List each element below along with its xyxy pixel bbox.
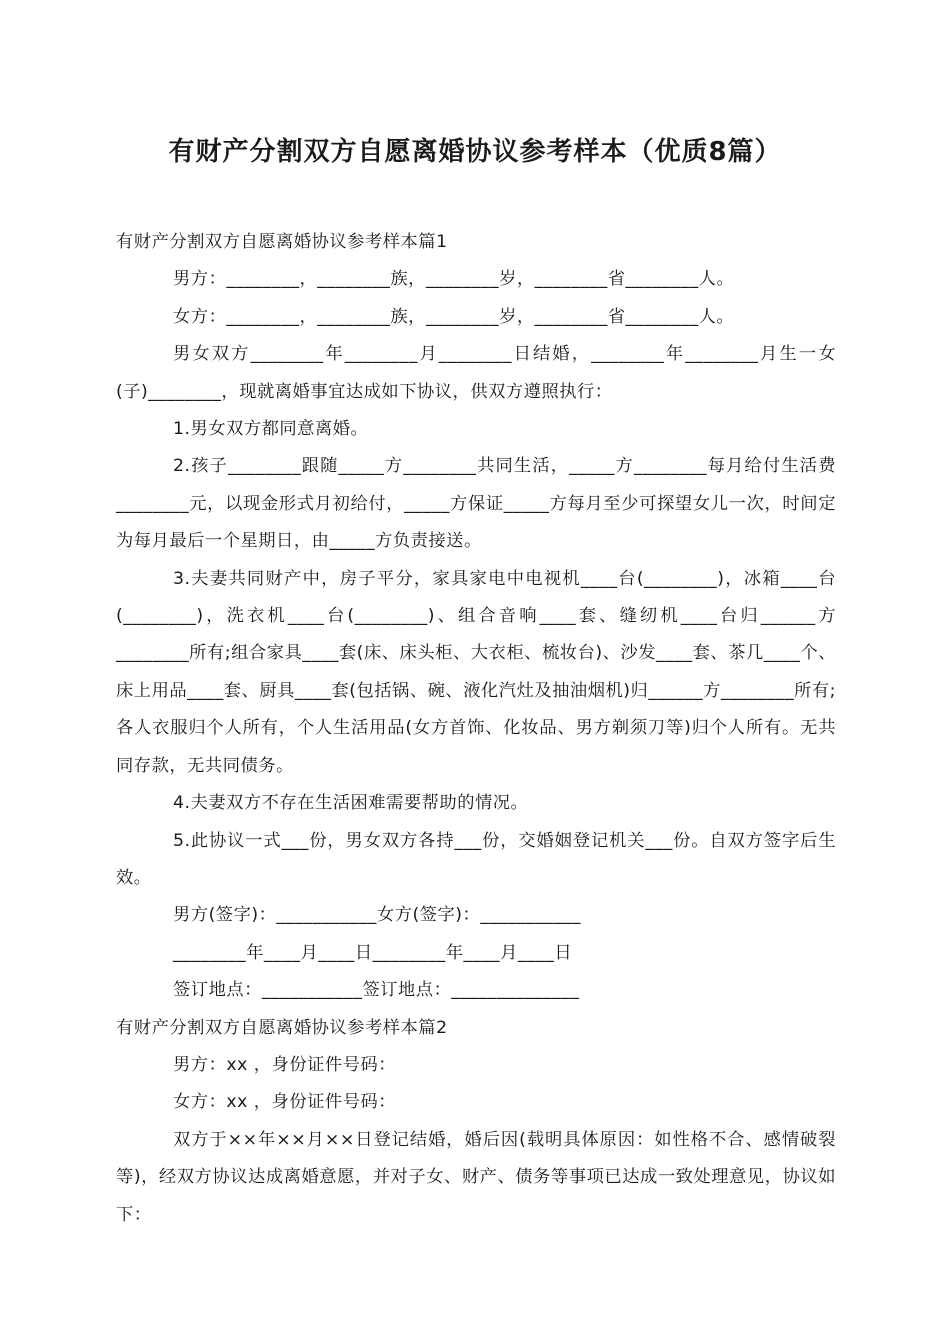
paragraph: 2.孩子________跟随_____方________共同生活，_____方________每月给付生活费________元，以现金形式月初给付，_____方保证_____方每月至少可探望女儿一次，时间定为每月最后一个星期日，由_____方负责接送。 — [116, 456, 836, 552]
location-line: 签订地点：___________签订地点：______________ — [173, 980, 580, 1001]
paragraph: 女方：________，________族，________岁，________省________人。 — [173, 306, 735, 327]
document-body — [116, 224, 836, 1234]
document-title: 有财产分割双方自愿离婚协议参考样本（优质8篇） — [168, 137, 782, 167]
paragraph: 男方：xx ，身份证件号码： — [173, 1054, 397, 1075]
date-line: ________年____月____日________年____月____日 — [173, 942, 573, 963]
signature-line: 男方(签字)：___________女方(签字)：___________ — [173, 905, 581, 926]
section-heading: 有财产分割双方自愿离婚协议参考样本篇1 — [116, 232, 448, 252]
paragraph: 4.夫妻双方不存在生活困难需要帮助的情况。 — [173, 793, 529, 814]
paragraph: 1.男女双方都同意离婚。 — [173, 419, 369, 440]
section-heading: 有财产分割双方自愿离婚协议参考样本篇2 — [116, 1017, 448, 1038]
paragraph: 双方于××年××月××日登记结婚，婚后因(载明具体原因：如性格不合、感情破裂等)，经双方协议达成离婚意愿，并对子女、财产、债务等事项已达成一致处理意见，协议如下： — [116, 1129, 836, 1225]
paragraph: 女方：xx ，身份证件号码： — [173, 1092, 397, 1113]
paragraph: 男方：________，________族，________岁，________省________人。 — [173, 269, 735, 290]
paragraph: 5.此协议一式___份，男女双方各持___份，交婚姻登记机关___份。自双方签字后生效。 — [116, 830, 836, 888]
paragraph: 男女双方________年________月________日结婚，________年________月生一女(子)________，现就离婚事宜达成如下协议，供双方遵照执行： — [116, 344, 836, 402]
paragraph: 3.夫妻共同财产中，房子平分，家具家电中电视机____台(________)，冰箱____台(________)，洗衣机____台(________)、组合音响____套、缝纫机____台归______方________所有;组合家具____套(床、床头柜、大衣柜、梳妆台)、沙发____套、茶几____个、床上用品____套、厨具____套(包括锅、碗、液化汽灶及抽油烟机)归______方________所有;各人衣服归个人所有，个人生活用品(女方首饰、化妆品、男方剃须刀等)归个人所有。无共同存款，无共同债务。 — [116, 568, 836, 776]
